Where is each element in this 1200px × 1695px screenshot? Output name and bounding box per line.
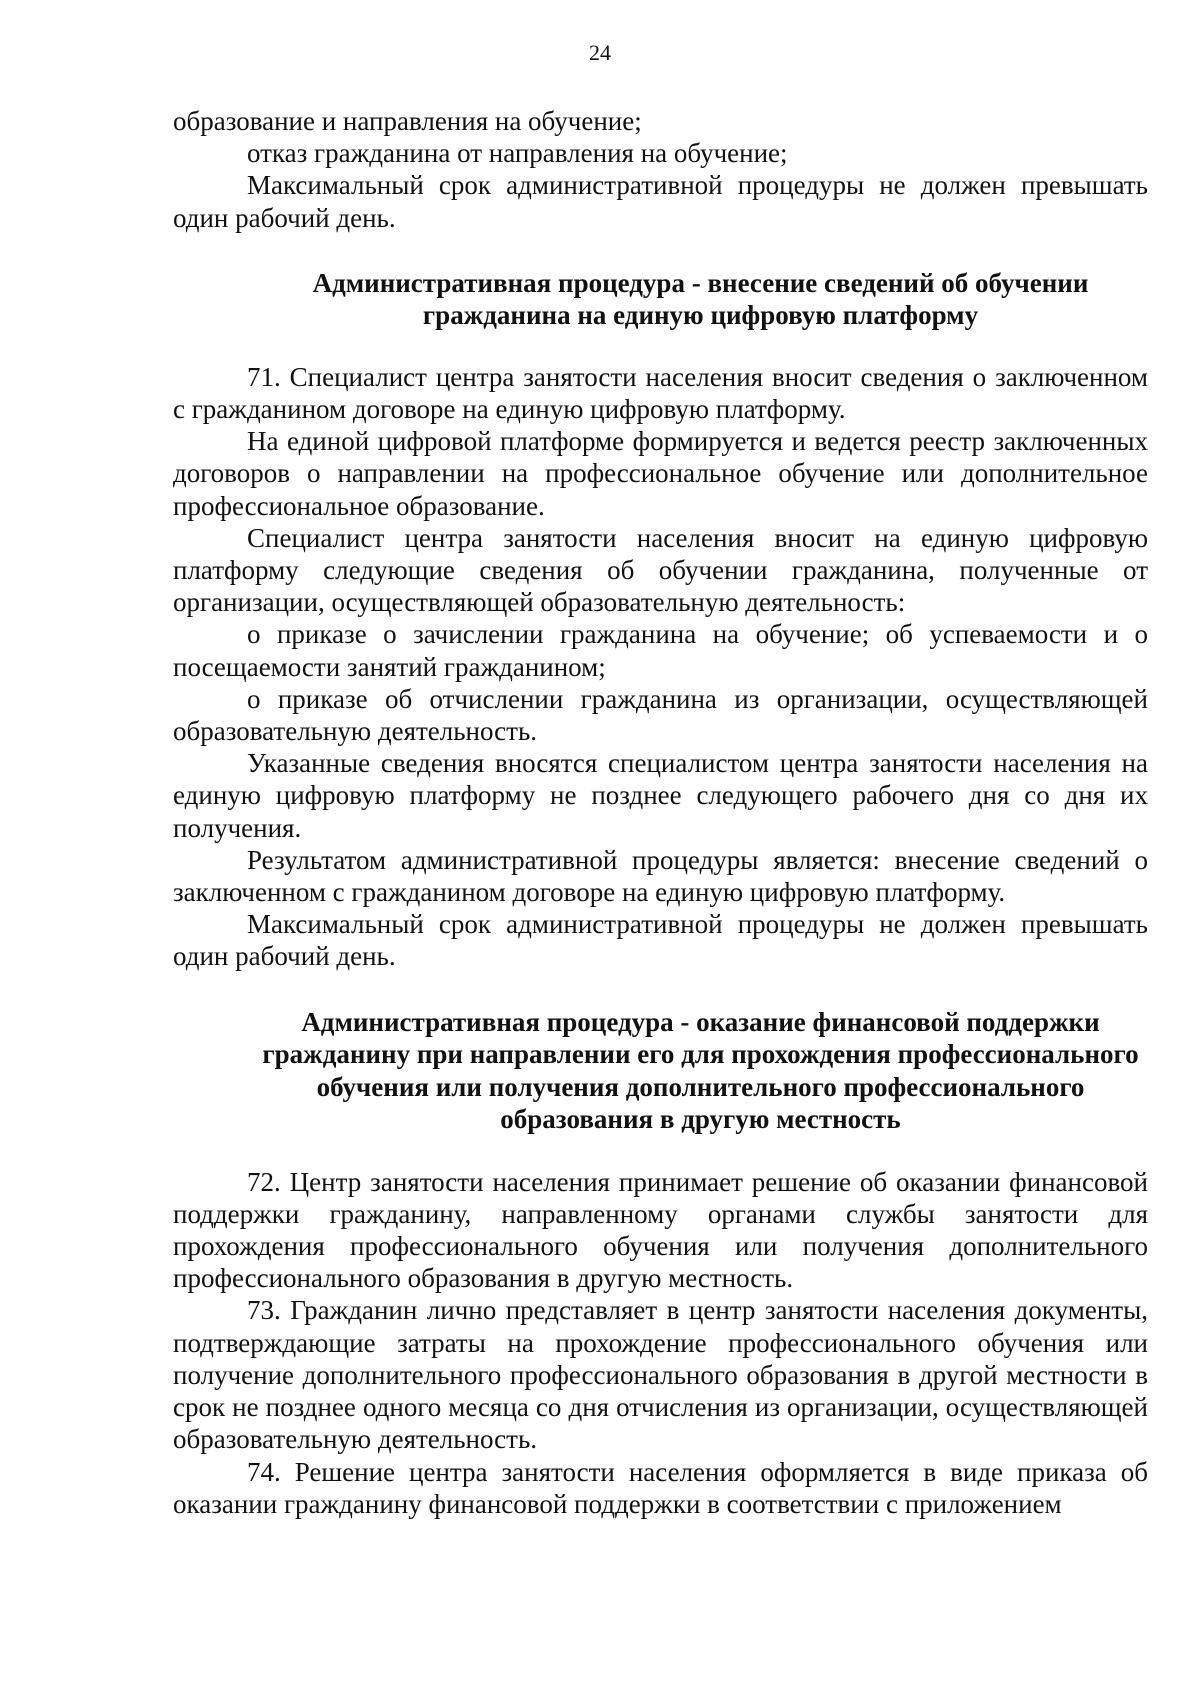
- paragraph-72: 72. Центр занятости населения принимает решение об оказании финансовой поддержки гражданину, направленному органами службы занятости для прохождения профессионального обучения или получения дополнительного профессионального образования в другую местность.: [173, 1166, 1148, 1294]
- page-number: 24: [589, 40, 611, 65]
- paragraph: о приказе о зачислении гражданина на обучение; об успеваемости и о посещаемости занятий гражданином;: [173, 619, 1148, 682]
- paragraph: о приказе об отчислении гражданина из организации, осуществляющей образовательную деятельность.: [173, 683, 1148, 747]
- paragraph: На единой цифровой платформе формируется и ведется реестр заключенных договоров о направлении на профессиональное обучение или дополнительное профессиональное образование.: [173, 426, 1148, 521]
- paragraph-74: 74. Решение центра занятости населения оформляется в виде приказа об оказании гражданину финансовой поддержки в соответствии с приложением: [173, 1456, 1148, 1519]
- paragraph: Специалист центра занятости населения вносит на единую цифровую платформу следующие сведения об обучении гражданина, полученные от организации, осуществляющей образовательную деятельность:: [173, 522, 1148, 618]
- intro-paragraph: образование и направления на обучение;: [173, 106, 642, 136]
- section-heading: Административная процедура - оказание финансовой поддержки гражданину при направлении его для прохождения профессионального обучения или получения дополнительного профессионального образования в другую местность: [262, 1006, 1139, 1135]
- document-body: [173, 105, 1148, 1520]
- intro-paragraph: отказ гражданина от направления на обучение;: [247, 138, 788, 169]
- paragraph: Максимальный срок административной процедуры не должен превышать один рабочий день.: [173, 909, 1148, 972]
- paragraph: Указанные сведения вносятся специалистом центра занятости населения на единую цифровую платформу не позднее следующего рабочего дня со дня их получения.: [173, 748, 1148, 843]
- section-heading: Административная процедура - внесение сведений об обучении гражданина на единую цифровую платформу: [312, 267, 1089, 331]
- intro-paragraph: Максимальный срок административной процедуры не должен превышать один рабочий день.: [173, 170, 1148, 233]
- paragraph-73: 73. Гражданин лично представляет в центр занятости населения документы, подтверждающие затраты на прохождение профессионального обучения или получение дополнительного профессионального образования в другой местности в срок не позднее одного месяца со дня отчисления из организации, осуществляющей образовательную деятельность.: [173, 1295, 1148, 1455]
- paragraph-71: 71. Специалист центра занятости населения вносит сведения о заключенном с гражданином договоре на единую цифровую платформу.: [173, 361, 1148, 425]
- paragraph: Результатом административной процедуры является: внесение сведений о заключенном с гражданином договоре на единую цифровую платформу.: [173, 844, 1148, 908]
